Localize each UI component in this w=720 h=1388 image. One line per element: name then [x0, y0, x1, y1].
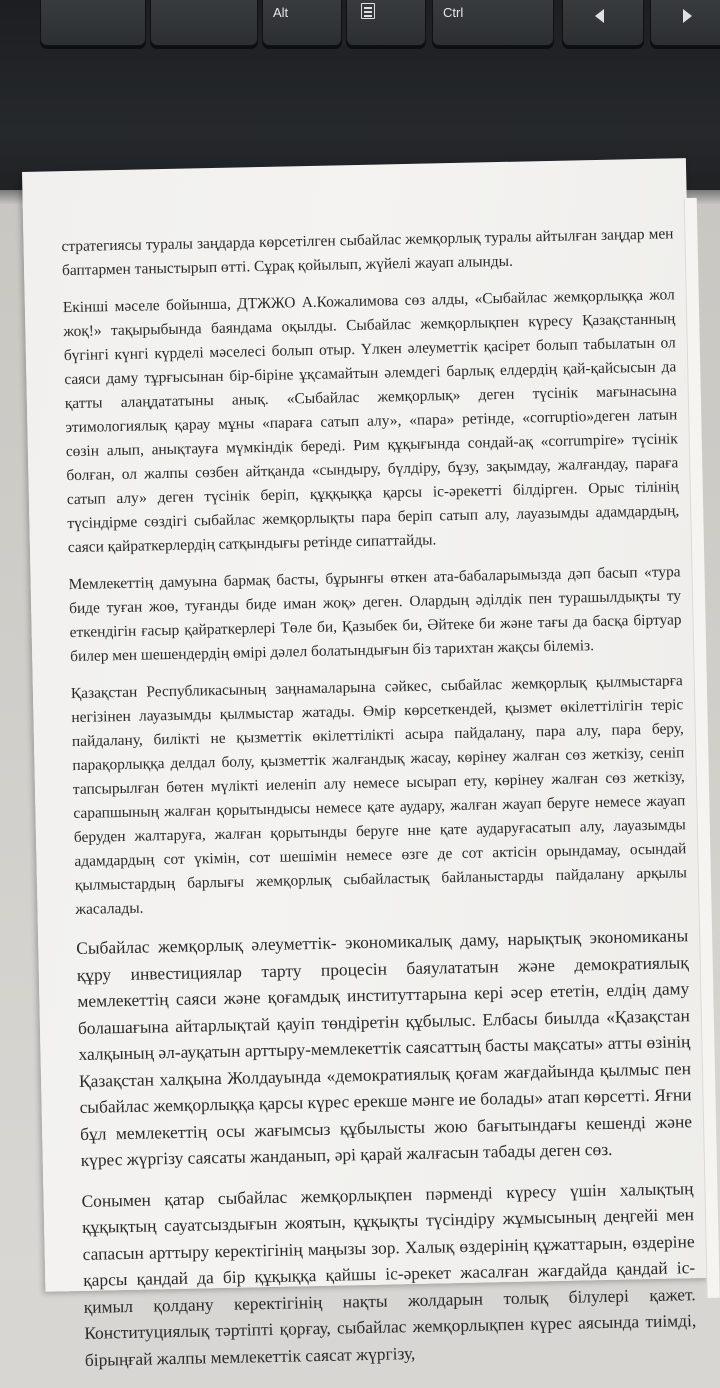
right-arrow-key	[650, 0, 720, 46]
left-arrow-key	[562, 0, 644, 46]
alt-key	[262, 0, 342, 46]
menu-key	[346, 0, 426, 46]
paragraph: Мемлекеттің дамуына бармақ басты, бұрынғы өткен ата-бабаларымызда дәп басып «тура биде туған жоө, туғанды биде иман жоқ» деген. Олардың әділдік пен турашылдықты ту еткендігін ғасыр қайраткерлері Төле би, Қазыбек би, Әйтеке би және тағы да басқа біртуар билер мен шешендердің өмірі дәлел болатындығын біз тарихтан жақсы білеміз.	[68, 563, 682, 666]
paragraph: Сыбайлас жемқорлық әлеуметтік- экономикалық даму, нарықтық экономиканы құру инвестициялар тарту процесін баяулататын және демократиялық мемлекеттің саяси және қоғамдық институттарына кері әсер ететін, елдің даму болашағына айтарлықтай қауіп төндіретін құбылыс. Елбасы биылда «Қазақстан халқының әл-ауқатын арттыру-мемлекеттік саясаттың басты мақсаты» атты өзінің Қазақстан халқына Жолдауында «демократиялық қоғам жағдайында қылмыс пен сыбайлас жемқорлыққа қарсы күрес ерекше мәнге ие болады» атап көрсетті. Яғни бұл мемлекеттің осы жағымсыз құбылысты жою бағытындағы кешенді және күрес жүргізу саясаты жанданып, әрі қарай жалғасын табады деген сөз.	[76, 925, 693, 1170]
ctrl-key-label: Ctrl	[443, 5, 464, 20]
arrow-right-icon	[683, 9, 692, 23]
paper-page	[22, 158, 709, 1370]
paragraph: стратегиясы туралы заңдарда көрсетілген сыбайлас жемқорлық туралы айтылған заңдар мен баптармен таныстырып өтті. Сұрақ қойылып, жүйелі жауап алынды.	[61, 225, 674, 280]
keyboard-key	[150, 0, 258, 46]
paragraph: Екінші мәселе бойынша, ДТЖЖО А.Кожалимова сөз алды, «Сыбайлас жемқорлыққа жол жоқ!» тақырыбында баяндама оқылды. Сыбайлас жемқорлықпен күресу Қазақстанның бүгінгі күнгі күрделі мәселесі болып отыр. Үлкен әлеуметтік қасірет болып табылатын ол саяси даму тұрғысынан бір-біріне ұқсамайтын әлемдегі барлық елдердің қай-қайсысын да қатты алаңдататыны анық. «Сыбайлас жемқорлық» деген түсінік мағынасына этимологиялық қарау мұны «параға сатып алу», «пара» ретінде, «corruptio»деген латын сөзін алып, анықтауға мүмкіндік береді. Рим құқығында сондай-ақ «corrumpire» түсінік болған, ол жалпы сөзбен айтқанда «сындыру, бүлдіру, бұзу, зақымдау, жалғандау, параға сатып алу» деген түсінік беріп, құққыққа қарсы іс-әрекетті білдірген. Орыс тілінің түсіндірме сөздігі сыбайлас жемқорлықты пара беріп сатып алу, лауазымды адамдардың, саяси қайраткерлердің сатқындығы ретінде сипаттайды.	[62, 286, 680, 557]
keyboard-key	[40, 0, 146, 46]
paragraph: Қазақстан Республикасының заңнамаларына сәйкес, сыбайлас жемқорлық қылмыстарға негізінен лауазымды қылмыстар жатады. Өмір көрсеткендей, қызмет өкілеттілігін теріс пайдалану, билікті не қызметтік өкілеттілікті асыра пайдалану, пара алу, пара беру, парақорлыққа делдал болу, қызметтік жалғандық жасау, көрінеу жалған сөз жеткізу, сеніп тапсырылған бөтен мүлікті иеленіп алу немесе ысырап ету, көрінеу жалған сөз жеткізу, сарапшының жалған қорытындысы немесе қате аудару, жалған жауап беруге немесе жауап беруден жалтаруға, жалған қорытынды беруге нне қате аударуғасатып алу, лауазымды адамдардың сот үкімін, сот шешімін немесе өзге де сот актісін орындамау, осындай қылмыстардың барлығы жемқорлық сыбайластық байланыстарды пайдалану арқылы жасалады.	[70, 672, 687, 919]
ctrl-key	[432, 0, 554, 46]
document-body	[61, 222, 697, 1387]
paragraph: Сонымен қатар сыбайлас жемқорлықпен пәрменді күресу үшін халықтың құқықтың сауатсыздығын жоятын, құқықты түсіндіру жұмысының деңгейі мен сапасын арттыру керектігінің маңызы зор. Халық өздерінің құжаттарын, өздеріне қарсы қандай да бір құқыққа қайшы іс-әрекет жасалған жағдайда қандай іс-қимыл қолдану керектігінің нақты жолдарын толық білулері қажет. Конституциялық тәртіпті қорғау, сыбайлас жемқорлықпен күрес аясында тиімді, бірыңғай жалпы мемлекеттік саясат жүргізу,	[81, 1177, 697, 1370]
menu-icon	[361, 3, 375, 19]
alt-key-label: Alt	[273, 5, 289, 20]
arrow-left-icon	[595, 9, 604, 23]
